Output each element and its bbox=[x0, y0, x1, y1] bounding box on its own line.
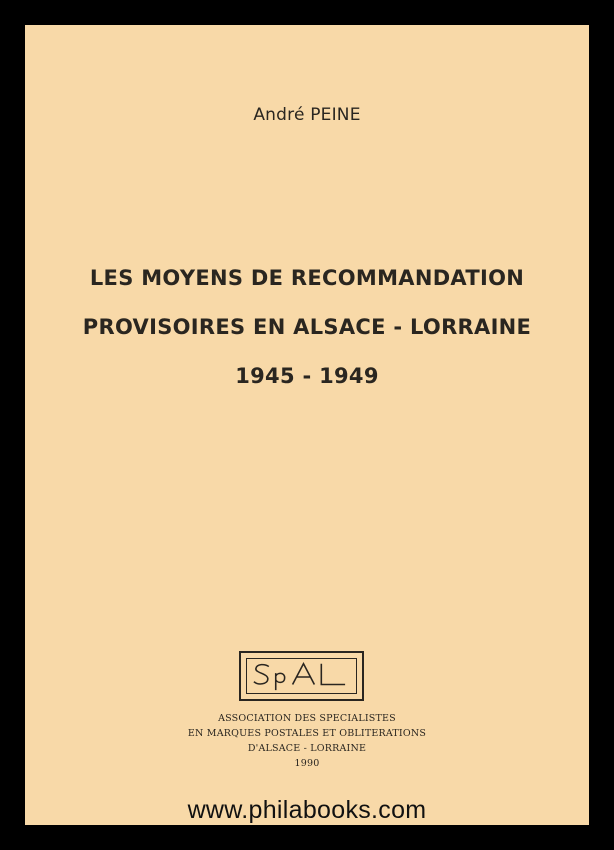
publisher-line-1: ASSOCIATION DES SPECIALISTES bbox=[218, 713, 396, 724]
title-line-1: LES MOYENS DE RECOMMANDATION bbox=[89, 266, 525, 290]
title-years: 1945 - 1949 bbox=[235, 364, 379, 388]
spal-logo-inner-border bbox=[246, 658, 357, 694]
title-line-2: PROVISOIRES EN ALSACE - LORRAINE bbox=[82, 315, 532, 339]
author-name: André PEINE bbox=[253, 105, 361, 125]
publication-year: 1990 bbox=[294, 758, 320, 769]
book-cover bbox=[25, 25, 589, 825]
watermark-url: www.philabooks.com bbox=[187, 796, 427, 824]
publisher-line-2: EN MARQUES POSTALES ET OBLITERATIONS bbox=[187, 728, 427, 739]
publisher-line-3: D'ALSACE - LORRAINE bbox=[247, 743, 367, 754]
spal-logo bbox=[239, 651, 364, 701]
spal-logo-lettering bbox=[247, 659, 356, 693]
